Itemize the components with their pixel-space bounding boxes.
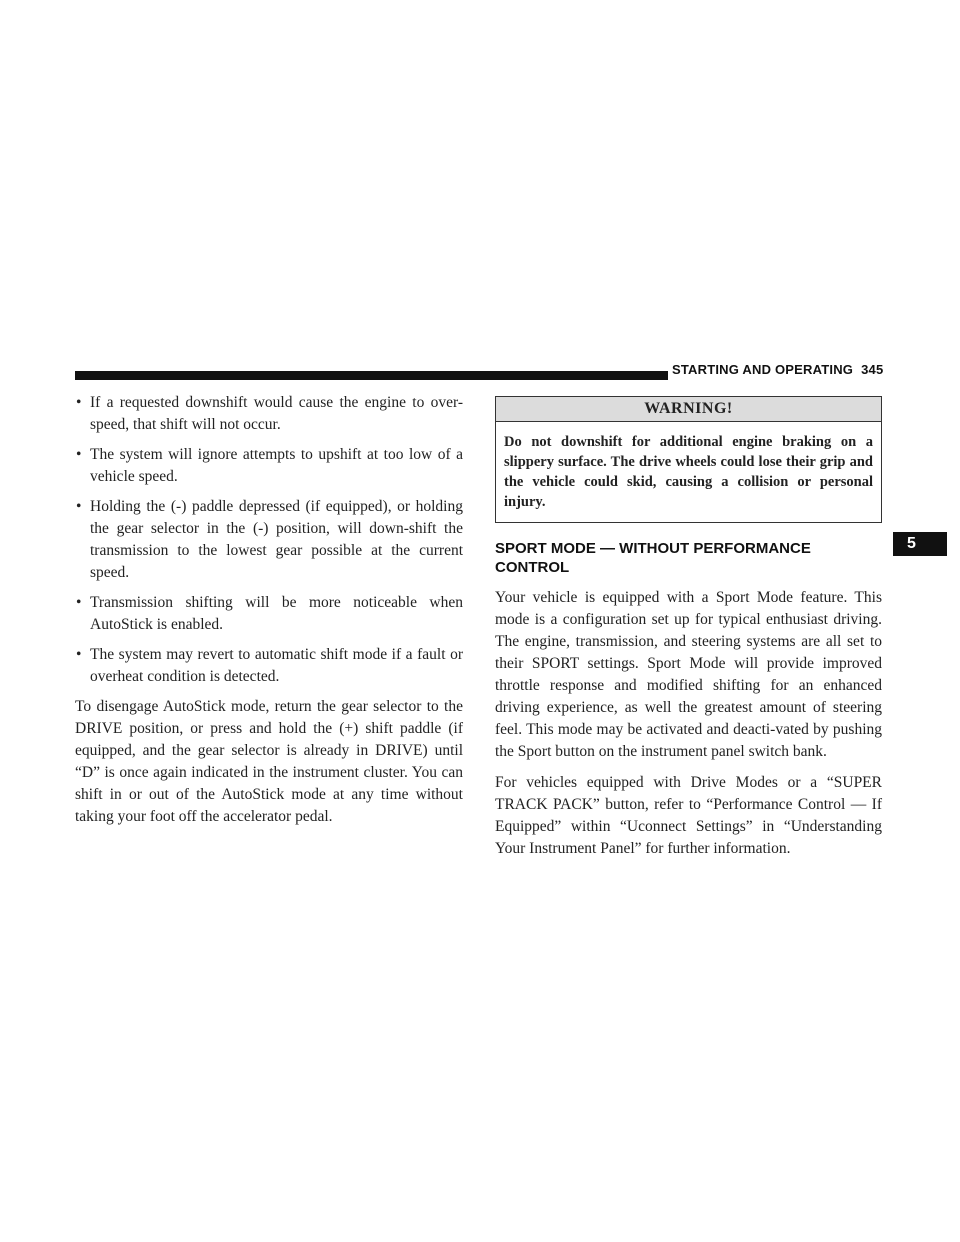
header-rule	[75, 371, 668, 380]
list-item-text: The system will ignore attempts to upshift at too low of a vehicle speed.	[90, 446, 463, 485]
section-heading-line: SPORT MODE — WITHOUT PERFORMANCE	[495, 540, 811, 557]
list-item	[75, 392, 463, 436]
bullet-icon: •	[76, 394, 82, 411]
bullet-icon: •	[76, 594, 82, 611]
list-item-text: The system may revert to automatic shift mode if a fault or overheat condition is detected.	[90, 646, 463, 685]
list-item-text: If a requested downshift would cause the engine to over-speed, that shift will not occur.	[90, 394, 463, 433]
list-item	[75, 644, 463, 688]
page-number: 345	[861, 362, 884, 377]
list-item	[75, 592, 463, 636]
list-item-text: Transmission shifting will be more noticeable when AutoStick is enabled.	[90, 594, 463, 633]
section-heading-line: CONTROL	[495, 559, 570, 576]
drive-modes-paragraph: For vehicles equipped with Drive Modes or a “SUPER TRACK PACK” button, refer to “Performance Control — If Equipped” within “Uconnect Settings” in “Understanding Your Instrument Panel” for further information.	[495, 774, 882, 857]
bullet-icon: •	[76, 498, 82, 515]
sport-mode-paragraph: Your vehicle is equipped with a Sport Mode feature. This mode is a configuration set up for typical enthusiast driving. The engine, transmission, and steering systems are all set to their SPORT settings. Sport Mode will provide improved throttle response and modified shifting for an enhanced driving experience, as well the greatest amount of steering feel. This mode may be activated and deacti-vated by pushing the Sport button on the instrument panel switch bank.	[495, 589, 882, 760]
chapter-number: 5	[907, 535, 916, 552]
bullet-icon: •	[76, 446, 82, 463]
warning-title: WARNING!	[496, 397, 881, 422]
list-item	[75, 444, 463, 488]
section-heading	[495, 539, 882, 577]
left-column	[75, 392, 463, 837]
right-column	[495, 396, 882, 869]
bullet-icon: •	[76, 646, 82, 663]
chapter-tab	[893, 532, 947, 556]
list-item	[75, 496, 463, 584]
section-title: STARTING AND OPERATING	[672, 362, 854, 377]
list-item-text: Holding the (-) paddle depressed (if equipped), or holding the gear selector in the (-) position, will down-shift the transmission to the lowest gear possible at the current speed.	[90, 498, 463, 581]
warning-text: Do not downshift for additional engine braking on a slippery surface. The drive wheels could lose their grip and the vehicle could skid, causing a collision or personal injury.	[504, 434, 873, 510]
autostick-paragraph: To disengage AutoStick mode, return the gear selector to the DRIVE position, or press and hold the (+) shift paddle (if equipped, and the gear selector is already in DRIVE) until “D” is once again indicated in the instrument cluster. You can shift in or out of the AutoStick mode at any time without taking your foot off the accelerator pedal.	[75, 698, 463, 825]
warning-box	[495, 396, 882, 523]
running-header	[672, 362, 892, 386]
bullet-list	[75, 392, 463, 688]
